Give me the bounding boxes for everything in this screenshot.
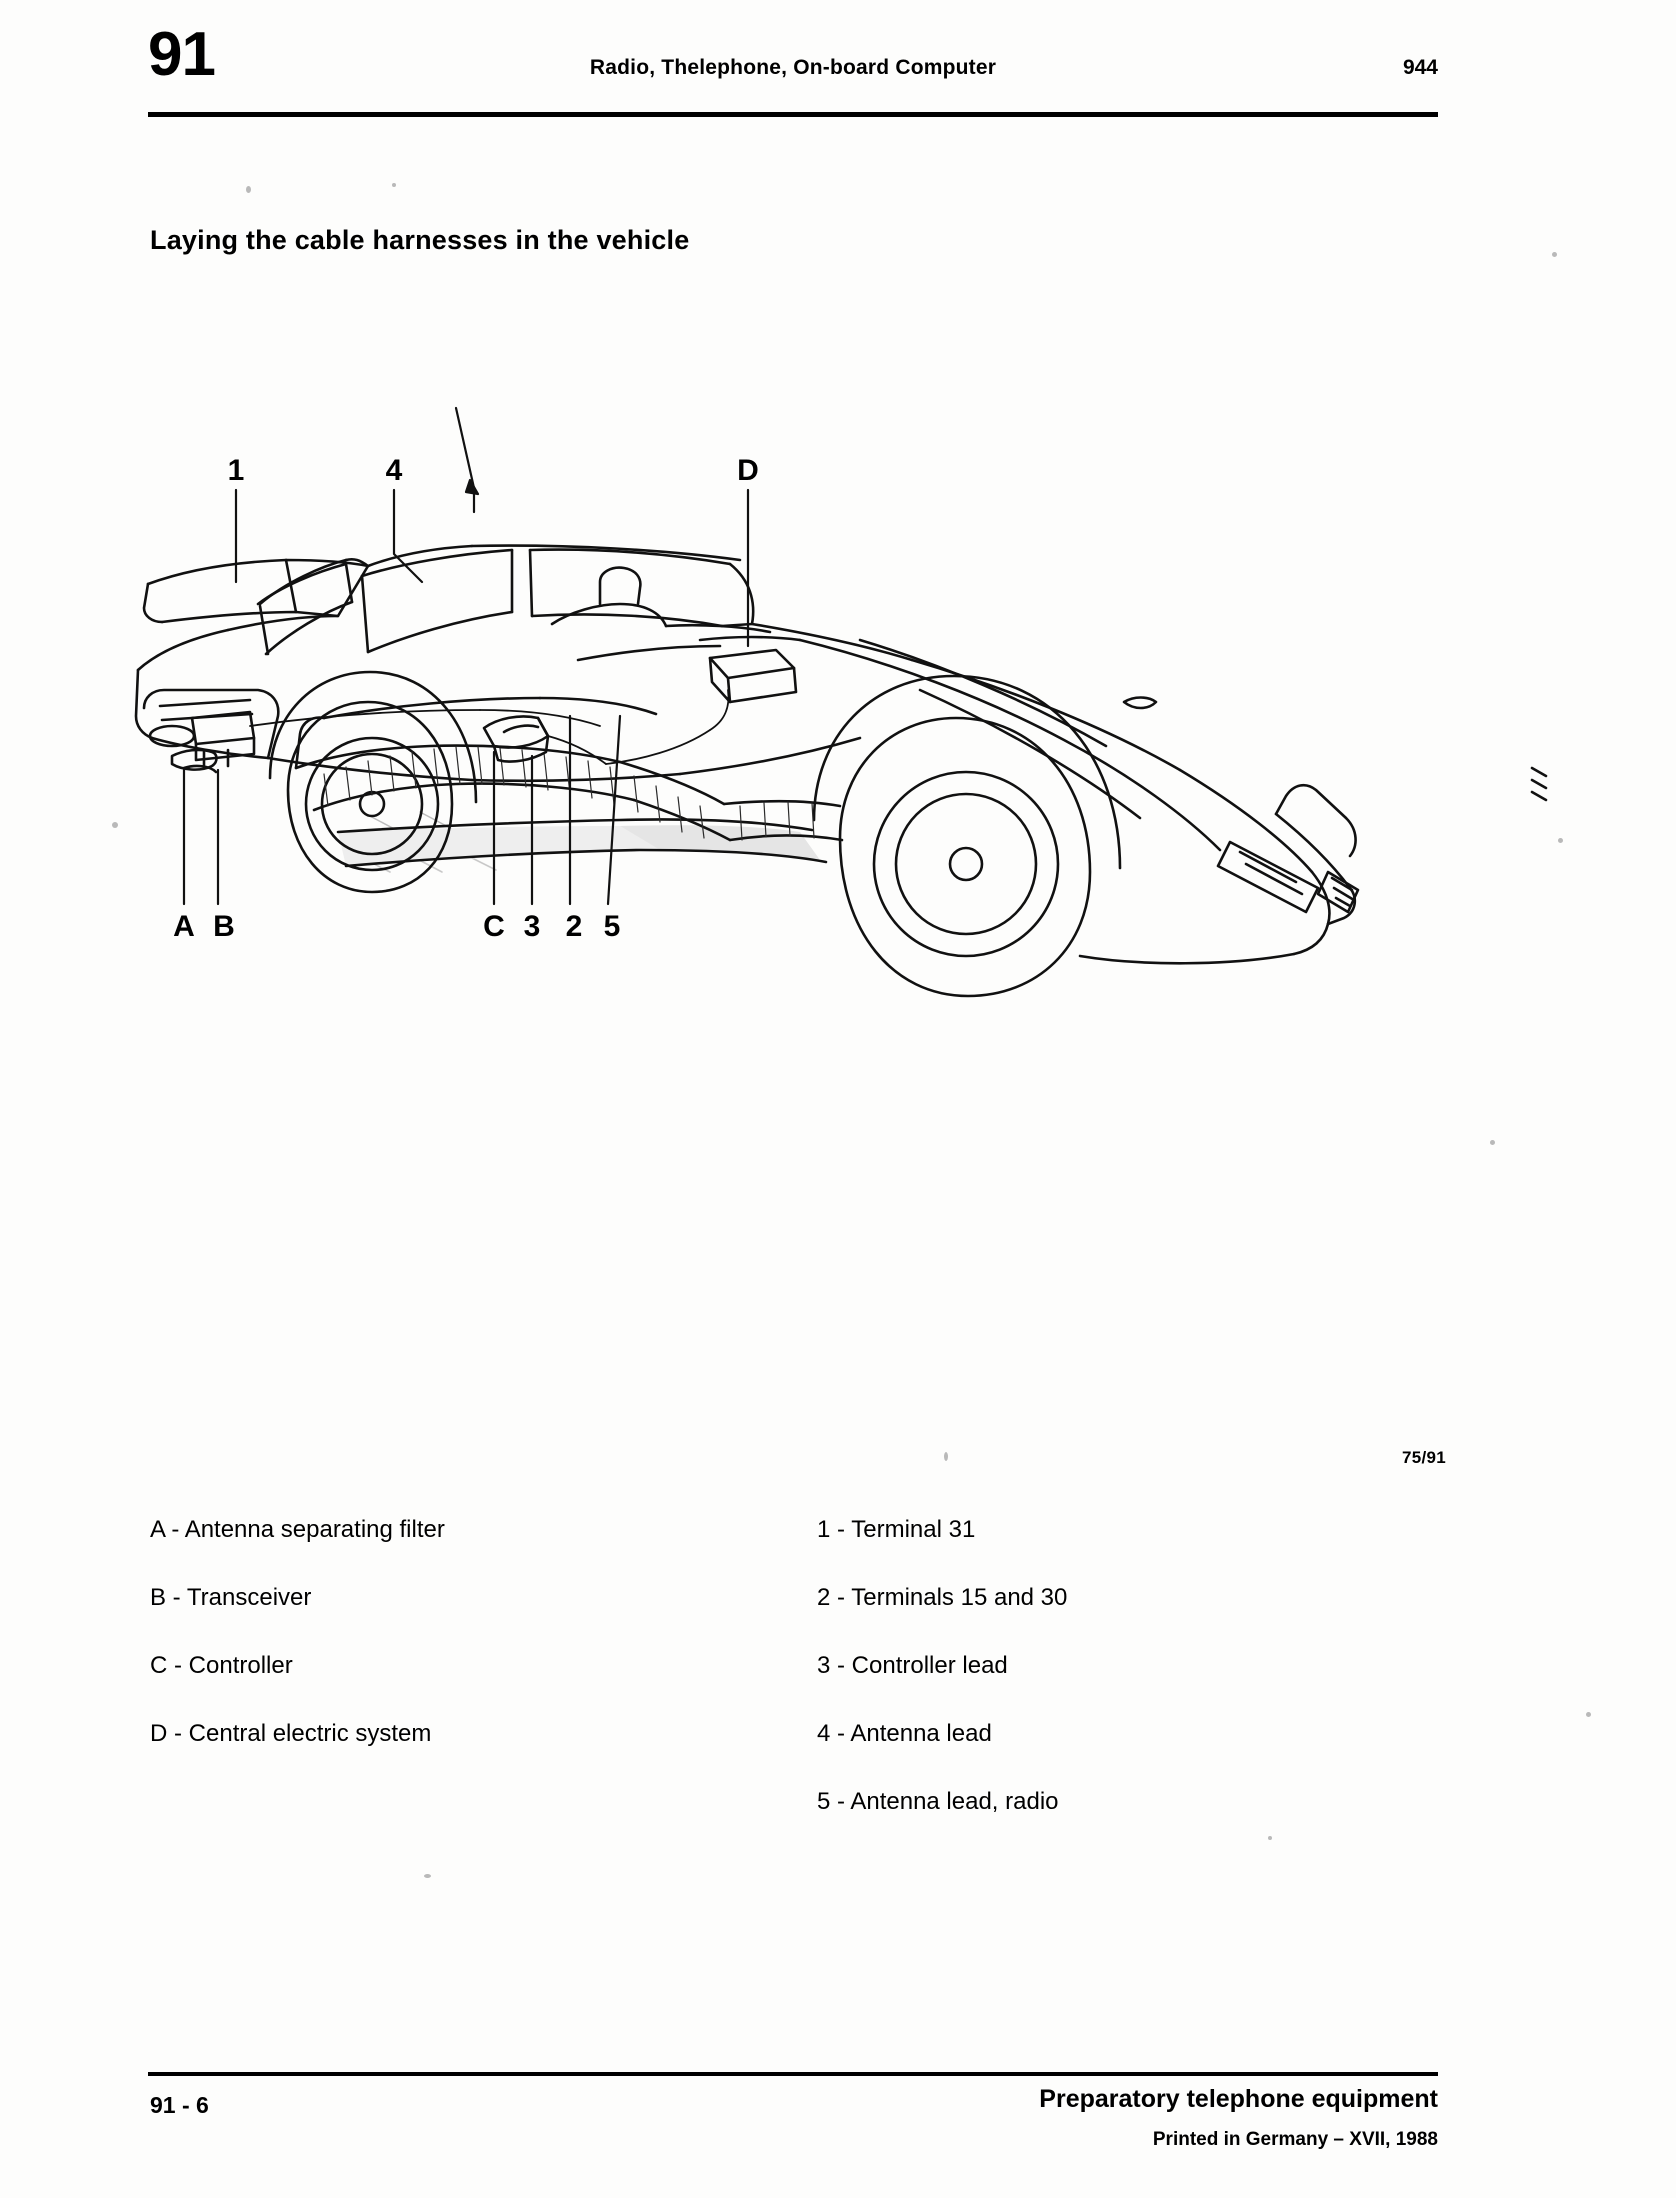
section-title: Laying the cable harnesses in the vehicle <box>150 225 690 255</box>
page-header <box>148 20 1438 100</box>
print-info: Printed in Germany – XVII, 1988 <box>1152 2129 1438 2150</box>
legend-item: 5 - Antenna lead, radio <box>817 1788 1059 1815</box>
header-divider <box>148 112 1438 117</box>
header-model: 944 <box>1402 56 1438 79</box>
callout-2: 2 <box>565 910 583 943</box>
vehicle-diagram <box>100 454 1500 1260</box>
callout-A: A <box>173 910 195 943</box>
legend-item: D - Central electric system <box>150 1720 432 1747</box>
figure-reference: 75/91 <box>1401 1448 1446 1467</box>
legend-item: A - Antenna separating filter <box>150 1516 445 1543</box>
scan-speck <box>1558 838 1563 843</box>
footer-divider <box>148 2072 1438 2076</box>
legend-item: 1 - Terminal 31 <box>817 1516 976 1543</box>
legend-item: 3 - Controller lead <box>817 1652 1008 1679</box>
legend-item: 4 - Antenna lead <box>817 1720 992 1747</box>
legend-item: B - Transceiver <box>150 1584 312 1611</box>
scan-speck <box>424 1874 431 1878</box>
header-title: Radio, Thelephone, On-board Computer <box>589 56 997 79</box>
scan-speck <box>1552 252 1557 257</box>
callout-B: B <box>213 910 235 943</box>
callout-5: 5 <box>603 910 621 943</box>
callout-3: 3 <box>523 910 541 943</box>
callout-1: 1 <box>227 454 245 487</box>
callout-D: D <box>737 454 759 487</box>
page-number: 91 - 6 <box>150 2092 209 2118</box>
scan-speck <box>246 186 251 193</box>
callout-C: C <box>483 910 505 943</box>
callout-4: 4 <box>385 454 403 487</box>
scan-speck <box>1586 1712 1591 1717</box>
scan-speck <box>944 1452 948 1461</box>
legend-item: 2 - Terminals 15 and 30 <box>817 1584 1068 1611</box>
footer-title: Preparatory telephone equipment <box>1039 2085 1438 2113</box>
chapter-number: 91 <box>148 20 215 89</box>
scan-speck <box>392 183 396 187</box>
legend-letters <box>150 1518 750 1790</box>
legend-numbers <box>817 1518 1417 1858</box>
legend-item: C - Controller <box>150 1652 293 1679</box>
